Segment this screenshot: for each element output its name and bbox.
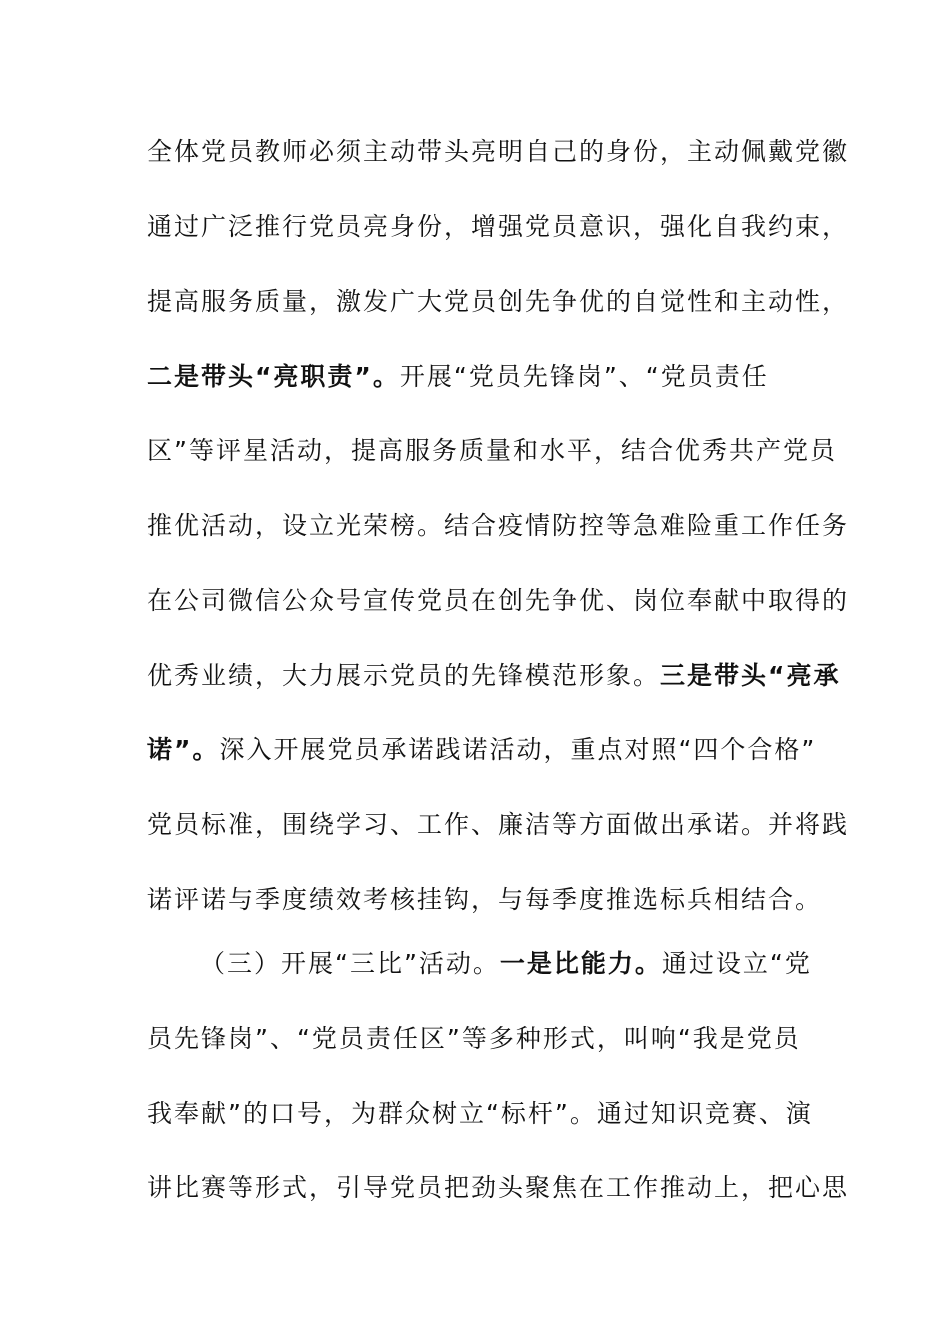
text-line-9: [147, 730, 817, 770]
text-line-15: [147, 1168, 850, 1208]
text-segment: 我奉献”的口号，为群众树立“标杆”。通过知识竞赛、演: [147, 1099, 813, 1128]
bold-heading-segment: 诺”。: [147, 735, 220, 764]
text-line-12: [200, 944, 812, 984]
text-line-6: [147, 506, 850, 546]
bold-heading-segment: 一是比能力。: [499, 949, 662, 978]
text-line-13: [147, 1019, 807, 1059]
text-segment: 开展“党员先锋岗”、“党员责任: [399, 362, 769, 391]
text-line-10: [147, 805, 850, 845]
text-line-11: [147, 880, 823, 920]
bold-heading-segment: 三是带头“亮承: [660, 661, 841, 690]
text-line-3: [147, 282, 850, 322]
text-segment: 区”等评星活动，提高服务质量和水平，结合优秀共产党员: [147, 436, 837, 465]
text-line-8: [147, 656, 841, 696]
text-segment: 在公司微信公众号宣传党员在创先争优、岗位奉献中取得的: [147, 586, 850, 615]
text-segment: 讲比赛等形式，引导党员把劲头聚焦在工作推动上，把心思: [147, 1173, 850, 1202]
text-segment: 党员标准，围绕学习、工作、廉洁等方面做出承诺。并将践: [147, 810, 850, 839]
text-segment: 深入开展党员承诺践诺活动，重点对照“四个合格”: [219, 735, 817, 764]
text-segment: （三）开展“三比”活动。: [200, 949, 500, 978]
text-segment: 通过设立“党: [661, 949, 812, 978]
text-line-7: [147, 581, 850, 621]
bold-heading-segment: 二是带头“亮职责”。: [147, 362, 400, 391]
text-segment: 员先锋岗”、“党员责任区”等多种形式，叫响“我是党员: [147, 1024, 801, 1053]
text-line-14: [147, 1094, 813, 1134]
text-segment: 推优活动，设立光荣榜。结合疫情防控等急难险重工作任务: [147, 511, 850, 540]
text-line-5: [147, 431, 837, 471]
text-line-2: [147, 207, 850, 247]
text-segment: 提高服务质量，激发广大党员创先争优的自觉性和主动性，: [147, 287, 850, 316]
text-line-1: [147, 132, 850, 172]
text-line-4: [147, 357, 807, 397]
text-segment: 全体党员教师必须主动带头亮明自己的身份，主动佩戴党徽: [147, 137, 850, 166]
text-segment: 诺评诺与季度绩效考核挂钩，与每季度推选标兵相结合。: [147, 885, 823, 914]
text-segment: 优秀业绩，大力展示党员的先锋模范形象。: [147, 661, 661, 690]
text-segment: 通过广泛推行党员亮身份，增强党员意识，强化自我约束，: [147, 212, 850, 241]
